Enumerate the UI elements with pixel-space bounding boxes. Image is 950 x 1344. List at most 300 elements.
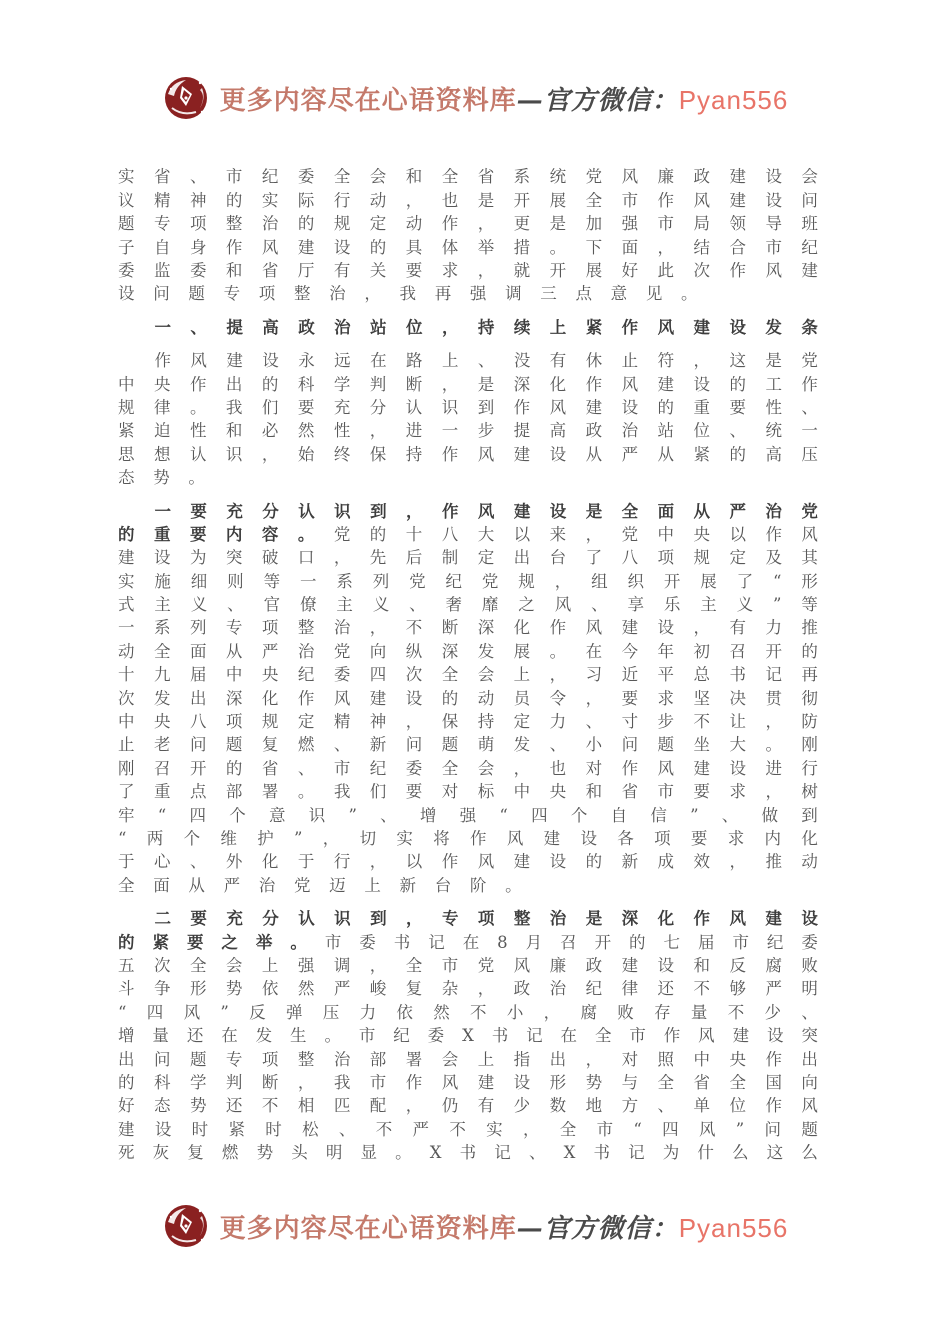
- text-line: [118, 260, 818, 283]
- paragraph: [118, 500, 818, 898]
- glyph: 反: [729, 955, 746, 975]
- glyph: 个: [229, 805, 246, 825]
- glyph: 省: [621, 782, 639, 802]
- glyph: 书: [729, 665, 746, 685]
- glyph: 中: [657, 524, 675, 544]
- glyph: 符: [657, 351, 675, 371]
- glyph: 头: [291, 1143, 308, 1163]
- glyph: 党: [333, 641, 351, 661]
- glyph: 来: [549, 524, 567, 544]
- branding-library-text: 更多内容尽在心语资料库: [219, 85, 517, 116]
- glyph: ，: [729, 852, 746, 872]
- glyph: 坚: [693, 688, 710, 708]
- glyph: 中: [513, 782, 531, 802]
- glyph: ，: [585, 1049, 603, 1069]
- glyph: 在: [221, 1026, 238, 1046]
- glyph: 、: [333, 735, 351, 755]
- glyph: 从: [188, 875, 205, 895]
- glyph: 全: [118, 875, 135, 895]
- glyph: 发: [255, 1026, 273, 1046]
- glyph: 调: [333, 955, 351, 975]
- glyph: 没: [513, 351, 531, 371]
- glyph: 习: [585, 665, 603, 685]
- glyph: 化: [261, 688, 279, 708]
- glyph: 次: [693, 261, 710, 280]
- glyph: 容: [261, 524, 279, 544]
- glyph: 会: [477, 665, 495, 685]
- glyph: 上: [261, 955, 279, 975]
- glyph: 导: [765, 214, 782, 234]
- glyph: 从: [585, 444, 603, 464]
- glyph: 分: [262, 909, 279, 929]
- glyph: 切: [359, 828, 377, 848]
- glyph: 委: [297, 167, 315, 187]
- glyph: 老: [153, 735, 171, 755]
- glyph: 央: [549, 782, 567, 802]
- glyph: 科: [297, 374, 315, 394]
- glyph: 调: [505, 284, 522, 304]
- glyph: 作: [621, 758, 639, 778]
- glyph: 充: [226, 909, 243, 929]
- glyph: 举: [477, 237, 495, 257]
- glyph: 国: [765, 1072, 782, 1092]
- glyph: 作: [621, 317, 639, 337]
- glyph: 政: [693, 167, 710, 187]
- glyph: 设: [405, 688, 423, 708]
- glyph: 复: [187, 1143, 204, 1163]
- glyph: 严: [412, 1119, 429, 1139]
- glyph: 上: [513, 665, 531, 685]
- glyph: 动: [405, 214, 423, 234]
- glyph: 新: [369, 735, 387, 755]
- glyph: 实: [118, 167, 135, 187]
- glyph: 义: [736, 595, 754, 615]
- glyph: ，: [405, 190, 423, 210]
- glyph: 乐: [663, 595, 681, 615]
- glyph: 风: [190, 351, 207, 371]
- glyph: 要: [693, 782, 710, 802]
- glyph: 治: [549, 979, 567, 999]
- glyph: X: [563, 1143, 576, 1163]
- glyph: 做: [761, 805, 778, 825]
- glyph: 的: [369, 524, 387, 544]
- glyph: 的: [441, 688, 459, 708]
- glyph: 项: [477, 909, 495, 929]
- glyph: 的: [729, 374, 746, 394]
- glyph: 全: [189, 955, 207, 975]
- glyph: 风: [549, 397, 567, 417]
- glyph: “: [499, 805, 508, 825]
- glyph: 站: [370, 317, 387, 337]
- glyph: 部: [225, 782, 243, 802]
- glyph: 专: [153, 214, 171, 234]
- glyph: 风: [729, 909, 746, 929]
- glyph: 。: [395, 1143, 412, 1163]
- glyph: 对: [621, 1049, 639, 1069]
- text-line: [118, 350, 818, 373]
- glyph: 思: [118, 444, 135, 464]
- glyph: 全: [333, 167, 351, 187]
- glyph: 断: [261, 1072, 279, 1092]
- glyph: 充: [226, 501, 243, 521]
- glyph: 开: [513, 190, 531, 210]
- glyph: 会: [225, 955, 243, 975]
- glyph: 专: [223, 284, 241, 304]
- footer-branding: [0, 1202, 950, 1250]
- glyph: 持: [477, 712, 495, 732]
- glyph: 定: [729, 548, 746, 568]
- glyph: 这: [766, 1143, 784, 1163]
- glyph: 建: [693, 317, 710, 337]
- glyph: 生: [290, 1026, 307, 1046]
- text-line: [118, 1048, 818, 1071]
- glyph: ”: [690, 805, 699, 825]
- glyph: 相: [297, 1096, 315, 1116]
- glyph: 整: [297, 618, 315, 638]
- glyph: 委: [405, 758, 423, 778]
- glyph: 之: [221, 932, 238, 952]
- glyph: 位: [693, 421, 710, 441]
- glyph: 开: [594, 932, 612, 952]
- glyph: 时: [265, 1119, 282, 1139]
- glyph: 领: [729, 214, 746, 234]
- glyph: ，: [441, 317, 459, 337]
- glyph: 展: [585, 261, 603, 280]
- glyph: 记: [494, 1143, 511, 1163]
- glyph: 识: [225, 444, 243, 464]
- glyph: 设: [513, 1072, 531, 1092]
- glyph: 小: [585, 735, 603, 755]
- glyph: 作: [765, 1049, 782, 1069]
- glyph: 党: [481, 571, 499, 591]
- glyph: 省: [153, 167, 171, 187]
- glyph: 作: [765, 524, 782, 544]
- glyph: 设: [580, 828, 597, 848]
- glyph: 发: [477, 641, 495, 661]
- glyph: 问: [153, 284, 170, 304]
- glyph: 严: [765, 979, 782, 999]
- glyph: 作: [441, 214, 459, 234]
- glyph: 主: [154, 595, 171, 615]
- glyph: 效: [693, 852, 710, 872]
- branding-wechat-label: —官方微信：: [516, 1213, 679, 1244]
- glyph: 整: [297, 1049, 315, 1069]
- text-line: [118, 734, 818, 757]
- glyph: 分: [369, 397, 387, 417]
- glyph: 展: [513, 641, 531, 661]
- glyph: 坐: [693, 735, 710, 755]
- glyph: 站: [657, 421, 675, 441]
- pen-nib-badge-icon: [162, 74, 210, 122]
- glyph: 从: [693, 501, 710, 521]
- glyph: 专: [225, 1049, 243, 1069]
- glyph: 提: [513, 421, 531, 441]
- glyph: 严: [261, 641, 279, 661]
- glyph: 是: [765, 351, 782, 371]
- glyph: 总: [693, 665, 710, 685]
- glyph: 进: [405, 421, 423, 441]
- glyph: 增: [118, 1026, 135, 1046]
- glyph: 的: [369, 237, 387, 257]
- glyph: 单: [693, 1096, 710, 1116]
- glyph: 具: [405, 237, 423, 257]
- glyph: 建: [369, 688, 387, 708]
- glyph: 风: [261, 237, 279, 257]
- glyph: 纪: [585, 979, 603, 999]
- glyph: 也: [441, 190, 459, 210]
- glyph: 出: [118, 1049, 135, 1069]
- glyph: 风: [621, 374, 639, 394]
- glyph: 工: [765, 374, 782, 394]
- text-line: [118, 687, 818, 710]
- glyph: 始: [297, 444, 315, 464]
- text-line: [118, 523, 818, 546]
- glyph: 会: [441, 1049, 459, 1069]
- branding-wechat-id: Pyan556: [678, 84, 789, 115]
- section-heading: [118, 316, 818, 339]
- glyph: 九: [153, 665, 171, 685]
- glyph: 步: [477, 421, 495, 441]
- glyph: 建: [765, 909, 782, 929]
- glyph: 定: [513, 712, 531, 732]
- glyph: 、: [190, 317, 207, 337]
- glyph: 大: [729, 735, 746, 755]
- glyph: 出: [801, 1049, 818, 1069]
- glyph: 四: [369, 665, 387, 685]
- glyph: 规: [333, 214, 351, 234]
- glyph: 纪: [445, 571, 463, 591]
- glyph: 树: [801, 782, 818, 802]
- glyph: 么: [801, 1143, 818, 1163]
- glyph: 出: [513, 548, 531, 568]
- glyph: 贯: [765, 688, 782, 708]
- glyph: 班: [801, 214, 818, 234]
- glyph: 省: [261, 758, 279, 778]
- glyph: 一: [154, 317, 171, 337]
- glyph: 书: [459, 1143, 477, 1163]
- glyph: 依: [396, 1002, 413, 1022]
- glyph: 行: [801, 758, 818, 778]
- glyph: 风: [657, 758, 675, 778]
- glyph: 一: [801, 421, 818, 441]
- glyph: 成: [657, 852, 675, 872]
- glyph: 近: [621, 665, 639, 685]
- glyph: 、: [549, 735, 567, 755]
- glyph: 作: [154, 351, 171, 371]
- glyph: 就: [513, 261, 531, 280]
- glyph: 动: [369, 190, 387, 210]
- glyph: 精: [333, 712, 351, 732]
- glyph: 定: [297, 712, 315, 732]
- glyph: 风: [477, 501, 495, 521]
- text-line: [118, 1025, 818, 1048]
- glyph: 次: [405, 665, 423, 685]
- glyph: 风: [183, 1002, 201, 1022]
- glyph: 匹: [333, 1096, 351, 1116]
- glyph: 先: [369, 548, 387, 568]
- glyph: 推: [801, 618, 818, 638]
- glyph: 市: [629, 1026, 646, 1046]
- glyph: 紧: [693, 444, 710, 464]
- glyph: 够: [729, 979, 746, 999]
- glyph: 、: [409, 595, 426, 615]
- glyph: 发: [153, 688, 171, 708]
- glyph: 杂: [441, 979, 459, 999]
- glyph: 化: [549, 374, 567, 394]
- glyph: 态: [153, 1096, 171, 1116]
- glyph: 项: [261, 618, 279, 638]
- glyph: 。: [549, 641, 567, 661]
- glyph: 织: [627, 571, 644, 591]
- glyph: 系: [336, 571, 353, 591]
- glyph: 动: [477, 688, 495, 708]
- glyph: 刚: [118, 758, 135, 778]
- glyph: 然: [297, 979, 315, 999]
- glyph: 的: [225, 758, 243, 778]
- glyph: 建: [621, 955, 639, 975]
- glyph: 廉: [549, 955, 567, 975]
- glyph: ，: [322, 828, 340, 848]
- glyph: 、: [721, 805, 739, 825]
- glyph: 少: [764, 1002, 781, 1022]
- glyph: 深: [441, 641, 459, 661]
- glyph: 召: [560, 932, 577, 952]
- glyph: 设: [765, 190, 782, 210]
- glyph: 律: [153, 397, 171, 417]
- glyph: 严: [223, 875, 241, 895]
- glyph: 断: [441, 618, 459, 638]
- glyph: 有: [477, 1096, 495, 1116]
- glyph: 整: [293, 284, 311, 304]
- glyph: 市: [657, 782, 675, 802]
- glyph: 题: [801, 1119, 818, 1139]
- glyph: 主: [336, 595, 353, 615]
- glyph: X: [462, 1026, 474, 1046]
- glyph: 委: [359, 932, 376, 952]
- text-line: [118, 908, 818, 931]
- glyph: 市: [765, 237, 782, 257]
- glyph: 及: [765, 548, 782, 568]
- glyph: 系: [513, 167, 531, 187]
- glyph: 以: [405, 852, 423, 872]
- paragraph: [118, 166, 818, 306]
- glyph: 列: [372, 571, 390, 591]
- glyph: 市: [225, 167, 243, 187]
- glyph: 迫: [153, 421, 171, 441]
- glyph: 认: [405, 397, 423, 417]
- glyph: 强: [297, 955, 315, 975]
- glyph: 深: [225, 688, 243, 708]
- glyph: 风: [477, 852, 495, 872]
- glyph: 一: [154, 501, 171, 521]
- glyph: 题: [657, 735, 675, 755]
- glyph: 是: [477, 190, 495, 210]
- glyph: 政: [298, 317, 315, 337]
- glyph: 各: [617, 828, 634, 848]
- branding-wechat-label: —官方微信：: [516, 85, 679, 116]
- glyph: 从: [225, 641, 243, 661]
- glyph: ，: [585, 688, 603, 708]
- glyph: 八: [189, 712, 207, 732]
- glyph: 建: [226, 351, 243, 371]
- text-line: [118, 851, 818, 874]
- glyph: 。: [189, 397, 207, 417]
- glyph: 强: [469, 284, 487, 304]
- glyph: 全: [441, 167, 459, 187]
- glyph: 个: [570, 805, 588, 825]
- glyph: 中: [693, 1049, 710, 1069]
- text-line: [118, 189, 818, 212]
- glyph: ”: [773, 595, 782, 615]
- glyph: 是: [549, 214, 567, 234]
- glyph: 学: [189, 1072, 207, 1092]
- glyph: 全: [729, 1072, 746, 1092]
- glyph: 科: [153, 1072, 171, 1092]
- glyph: 设: [549, 501, 567, 521]
- text-line: [118, 1095, 818, 1118]
- glyph: 展: [549, 190, 567, 210]
- glyph: 内: [225, 524, 243, 544]
- glyph: 委: [427, 1026, 445, 1046]
- branding-library-text: 更多内容尽在心语资料库: [219, 1213, 517, 1244]
- glyph: 建: [297, 237, 315, 257]
- glyph: ，: [765, 712, 782, 732]
- glyph: 实: [261, 190, 279, 210]
- glyph: 项: [654, 828, 671, 848]
- glyph: 于: [297, 852, 315, 872]
- glyph: 会: [369, 167, 387, 187]
- glyph: 建: [801, 261, 818, 280]
- glyph: 列: [189, 618, 207, 638]
- glyph: 突: [801, 1026, 818, 1046]
- glyph: 记: [765, 665, 782, 685]
- glyph: ，: [477, 979, 495, 999]
- glyph: 严: [621, 444, 639, 464]
- glyph: 定: [369, 214, 387, 234]
- glyph: 作: [225, 237, 243, 257]
- glyph: 纵: [405, 641, 423, 661]
- glyph: 员: [513, 688, 531, 708]
- glyph: 设: [333, 237, 351, 257]
- glyph: 萌: [477, 735, 495, 755]
- glyph: 会: [801, 167, 818, 187]
- glyph: 义: [190, 595, 208, 615]
- glyph: 建: [732, 1026, 750, 1046]
- document-body: [118, 166, 818, 1165]
- glyph: 纪: [369, 758, 387, 778]
- glyph: 量: [690, 1002, 708, 1022]
- glyph: 全: [153, 641, 171, 661]
- glyph: 结: [693, 237, 710, 257]
- glyph: 建: [513, 444, 531, 464]
- glyph: 令: [549, 688, 567, 708]
- glyph: 官: [263, 595, 281, 615]
- glyph: 一: [118, 618, 135, 638]
- glyph: 让: [729, 712, 746, 732]
- glyph: 体: [441, 237, 459, 257]
- glyph: 力: [765, 618, 782, 638]
- glyph: 不: [375, 1119, 393, 1139]
- glyph: 有: [549, 351, 567, 371]
- glyph: ，: [477, 214, 495, 234]
- text-line: [118, 467, 818, 490]
- glyph: 推: [765, 852, 782, 872]
- glyph: 再: [801, 665, 818, 685]
- glyph: ”: [220, 1002, 229, 1022]
- glyph: 党: [621, 524, 639, 544]
- glyph: 面: [189, 641, 207, 661]
- glyph: 。: [549, 237, 567, 257]
